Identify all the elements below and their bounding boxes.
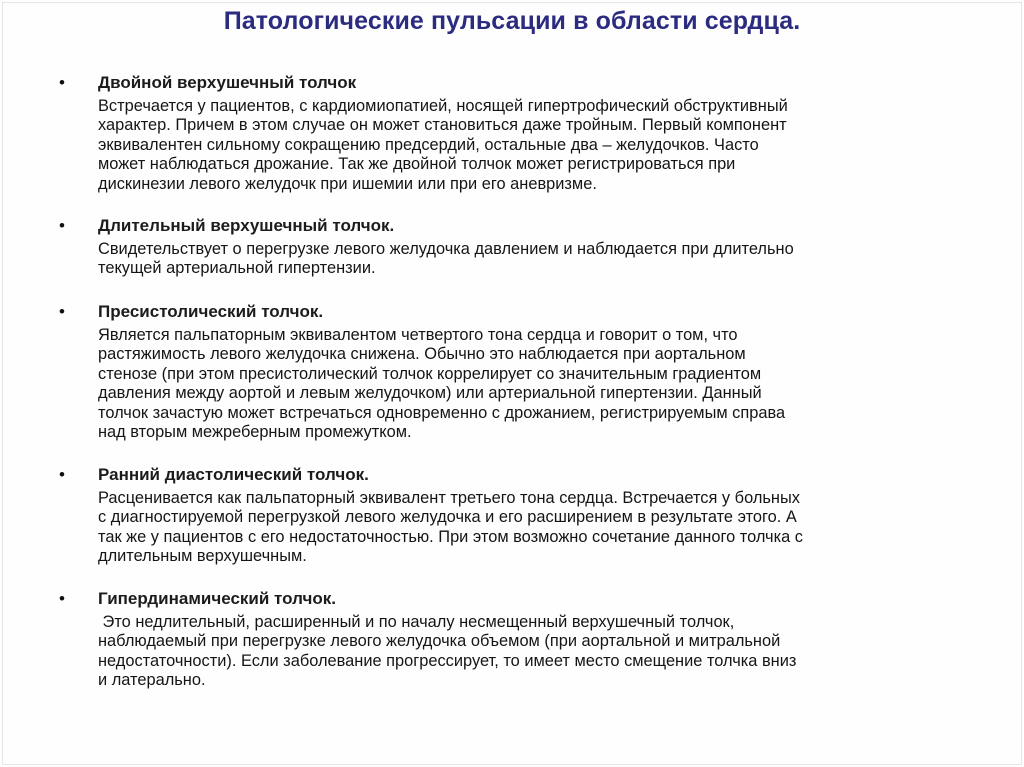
body-line: толчок зачастую может встречаться одновременно с дрожанием, регистрируемым справа <box>98 403 786 422</box>
body-line: Расценивается как пальпаторный эквивалент третьего тона сердца. Встречается у больных <box>98 489 800 507</box>
section-heading: Ранний диастолический толчок. <box>98 465 369 484</box>
body-line: Является пальпаторным эквивалентом четвертого тона сердца и говорит о том, что <box>98 326 738 344</box>
body-line: стенозе (при этом пресистолический толчок коррелирует со значительным градиентом <box>98 364 762 383</box>
body-line: наблюдаемый при перегрузке левого желудочка объемом (при аортальной и митральной <box>98 632 781 651</box>
body-line: недостаточности). Если заболевание прогрессирует, то имеет место смещение толчка вниз <box>98 651 797 670</box>
bullet-icon: • <box>59 73 65 92</box>
section-heading: Гипердинамический толчок. <box>98 589 336 608</box>
bullet-icon: • <box>59 465 65 484</box>
section-heading: Длительный верхушечный толчок. <box>98 216 395 235</box>
body-line: характер. Причем в этом случае он может становиться даже тройным. Первый компонент <box>98 116 787 135</box>
body-line: давления между аортой и левым желудочком) или артериальной гипертензии. Данный <box>98 384 762 403</box>
body-line: над вторым межреберным промежутком. <box>98 423 412 442</box>
section-body <box>98 613 978 691</box>
bullet-icon: • <box>59 216 65 235</box>
section-heading: Двойной верхушечный толчок <box>98 73 357 92</box>
section-body <box>98 489 978 567</box>
bullet-icon: • <box>59 589 65 608</box>
body-line: растяжимость левого желудочка снижена. Обычно это наблюдается при аортальном <box>98 345 746 364</box>
body-line: с диагностируемой перегрузкой левого желудочка и его расширением в результате этого. А <box>98 508 797 527</box>
body-line: текущей артериальной гипертензии. <box>98 259 376 278</box>
body-line: может наблюдаться дрожание. Так же двойной толчок может регистрироваться при <box>98 155 736 174</box>
body-line: так же у пациентов с его недостаточностью. При этом возможно сочетание данного толчка с <box>98 527 803 546</box>
section-body <box>98 240 978 279</box>
section-body <box>98 97 978 194</box>
body-line: длительным верхушечным. <box>98 547 307 566</box>
section-body <box>98 326 978 442</box>
body-line: Это недлительный, расширенный и по началу несмещенный верхушечный толчок, <box>98 613 735 631</box>
body-line: эквивалентен сильному сокращению предсердий, остальные два – желудочков. Часто <box>98 135 759 154</box>
body-line: дискинезии левого желудочк при ишемии или при его аневризме. <box>98 174 597 193</box>
body-line: Встречается у пациентов, с кардиомиопатией, носящей гипертрофический обструктивный <box>98 97 788 115</box>
bullet-icon: • <box>59 302 65 321</box>
section-heading: Пресистолический толчок. <box>98 302 324 321</box>
slide-title: Патологические пульсации в области сердца. <box>223 7 801 35</box>
body-line: и латерально. <box>98 671 206 690</box>
body-line: Свидетельствует о перегрузке левого желудочка давлением и наблюдается при длительно <box>98 240 794 258</box>
